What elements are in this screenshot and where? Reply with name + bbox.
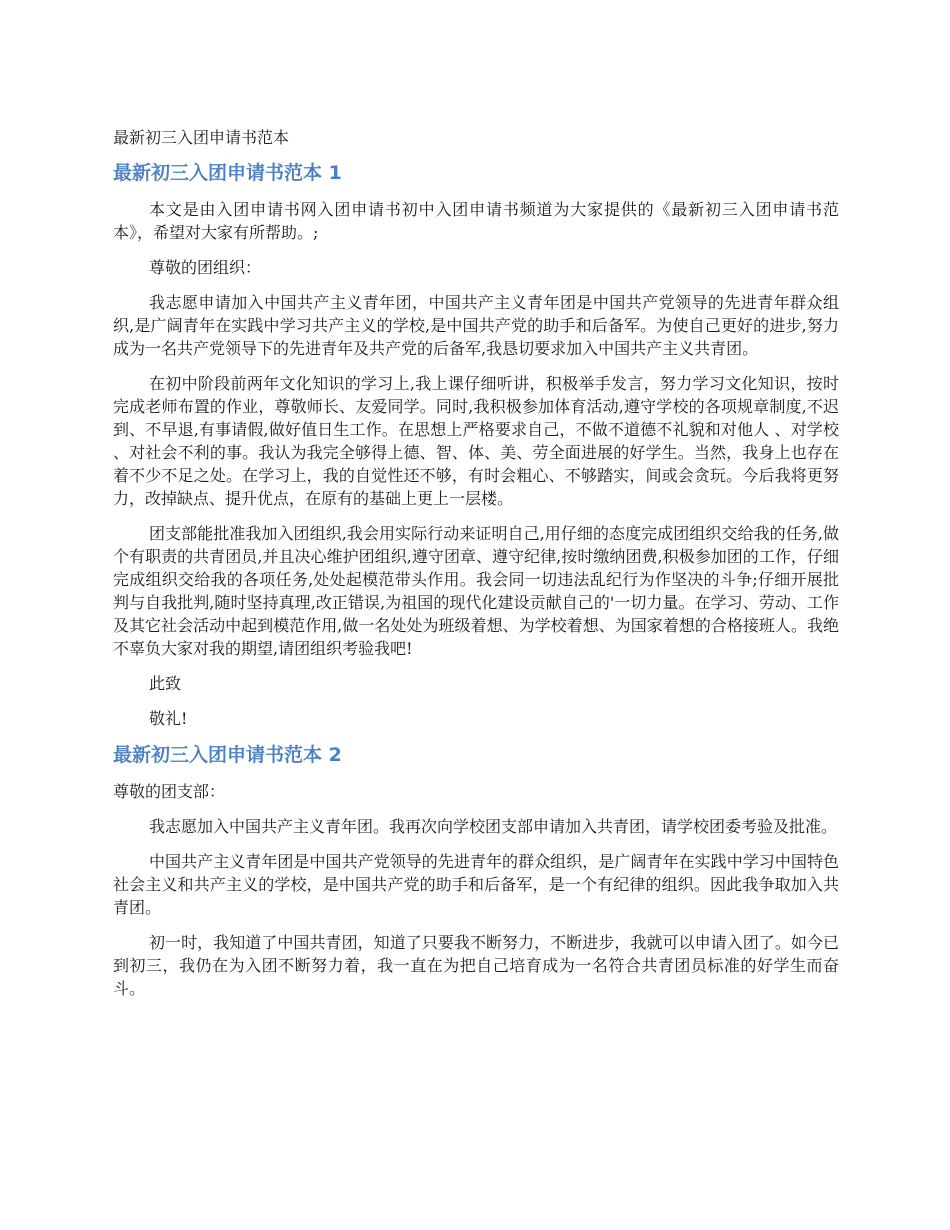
paragraph-body: 初一时，我知道了中国共青团，知道了只要我不断努力，不断进步，我就可以申请入团了。如今已到初三，我仍在为入团不断努力着，我一直在为把自己培育成为一名符合共青团员标准的好学生而奋斗。 bbox=[113, 933, 839, 998]
paragraph-closing: 敬礼! bbox=[149, 709, 188, 728]
document-page bbox=[113, 126, 839, 1012]
paragraph-salutation: 尊敬的团组织： bbox=[149, 258, 262, 277]
paragraph-body: 我志愿加入中国共产主义青年团。我再次向学校团支部申请加入共青团，请学校团委考验及批准。 bbox=[149, 817, 838, 836]
section-heading-2: 最新初三入团申请书范本 2 bbox=[113, 744, 342, 766]
paragraph-intro: 本文是由入团申请书网入团申请书初中入团申请书频道为大家提供的《最新初三入团申请书范本》，希望对大家有所帮助。; bbox=[113, 200, 839, 242]
paragraph-body: 在初中阶段前两年文化知识的学习上,我上课仔细听讲，积极举手发言，努力学习文化知识，按时完成老师布置的作业，尊敬师长、友爱同学。同时,我积极参加体育活动,遵守学校的各项规章制度,不迟到、不早退,有事请假,做好值日生工作。在思想上严格要求自己，不做不道德不礼貌和对他人 、对学校 、对社会不利的事。我认为我完全够得上德、智、体、美、劳全面进展的好学生。当然，我身上也存在着不少不足之处。在学习上，我的自觉性还不够，有时会粗心、不够踏实，间或会贪玩。今后我将更努力，改掉缺点、提升优点，在原有的基础上更上一层楼。 bbox=[113, 374, 839, 508]
paragraph-body: 团支部能批准我加入团组织,我会用实际行动来证明自己,用仔细的态度完成团组织交给我的任务,做个有职责的共青团员,并且决心维护团组织,遵守团章、遵守纪律,按时缴纳团费,积极参加团的工作，仔细完成组织交给我的各项任务,处处起模范带头作用。我会同一切违法乱纪行为作坚决的斗争;仔细开展批判与自我批判,随时坚持真理,改正错误,为祖国的现代化建设贡献自己的'一切力量。在学习、劳动、工作及其它社会活动中起到模范作用,做一名处处为班级着想、为学校着想、为国家着想的合格接班人。我绝不辜负大家对我的期望,请团组织考验我吧! bbox=[113, 524, 839, 658]
paragraph-body: 中国共产主义青年团是中国共产党领导的先进青年的群众组织，是广阔青年在实践中学习中国特色社会主义和共产主义的学校，是中国共产党的助手和后备军，是一个有纪律的组织。因此我争取加入共青团。 bbox=[113, 852, 839, 917]
section-heading-1: 最新初三入团申请书范本 1 bbox=[113, 162, 342, 184]
paragraph-closing: 此致 bbox=[149, 674, 182, 693]
paragraph-body: 我志愿申请加入中国共产主义青年团，中国共产主义青年团是中国共产党领导的先进青年群众组织,是广阔青年在实践中学习共产主义的学校,是中国共产党的助手和后备军。为使自己更好的进步,努力成为一名共产党领导下的先进青年及共产党的后备军,我恳切要求加入中国共产主义共青团。 bbox=[113, 293, 839, 358]
document-title: 最新初三入团申请书范本 bbox=[113, 128, 290, 147]
paragraph-salutation: 尊敬的团支部： bbox=[113, 782, 226, 801]
